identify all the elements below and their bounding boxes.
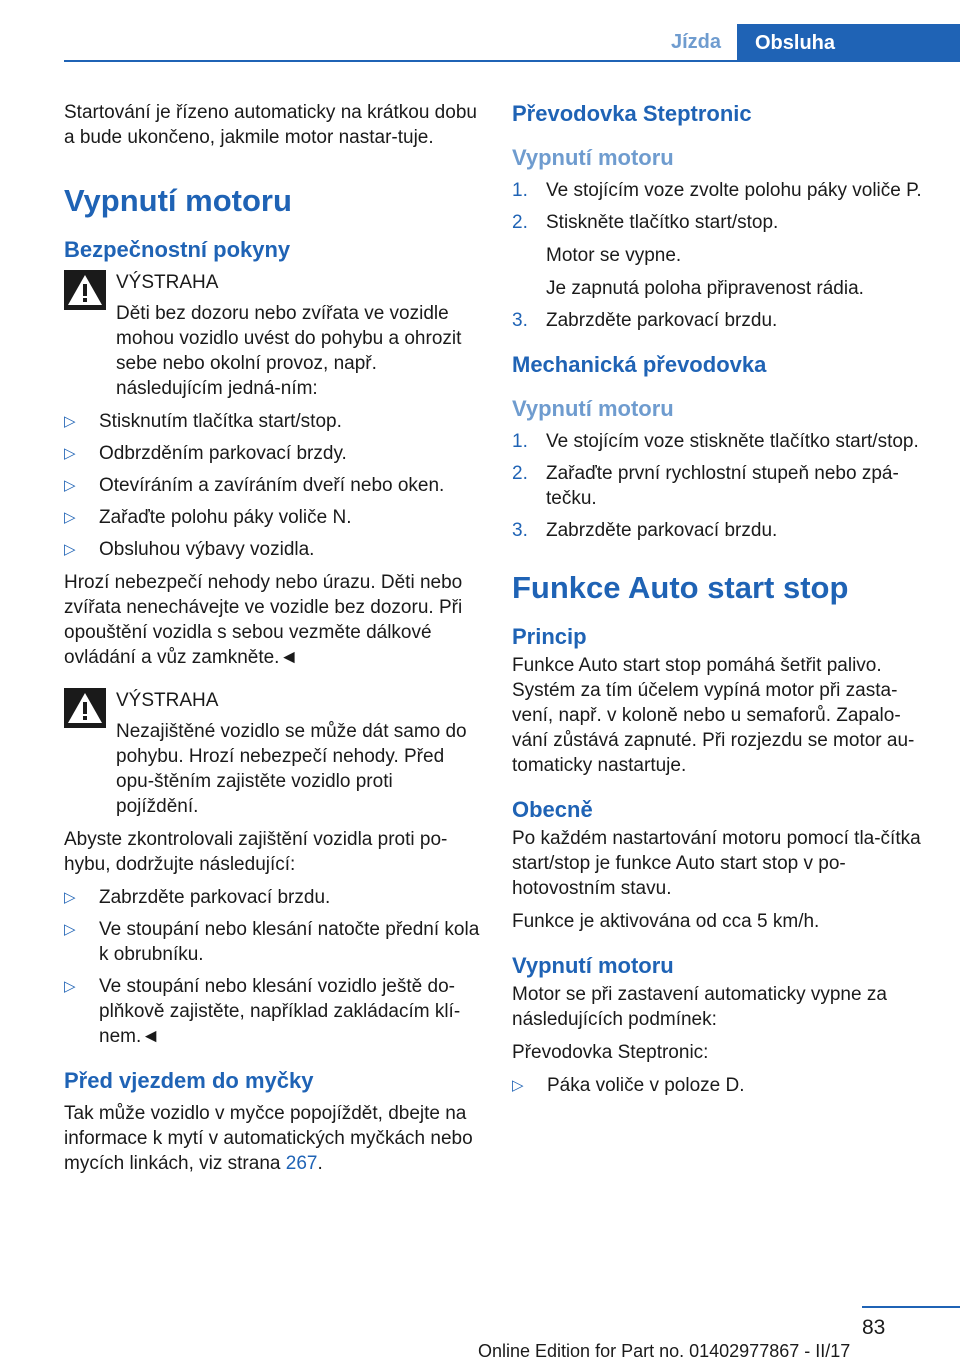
triangle-bullet-icon: ▷ <box>64 477 76 494</box>
heading-prevodovka-steptronic: Převodovka Steptronic <box>512 101 752 126</box>
header-rule <box>64 60 960 62</box>
tab-obsluha[interactable]: Obsluha <box>737 24 960 62</box>
list-item: 2. Zařaďte první rychlostní stupeň nebo zpá‐tečku. <box>512 463 899 509</box>
list-item: ▷ Ve stoupání nebo klesání natočte přední kola k obrubníku. <box>64 919 480 965</box>
footer-edition: Online Edition for Part no. 01402977867 - II/17 <box>478 1341 851 1361</box>
obecne-paragraph-2: Funkce je aktivována od cca 5 km/h. <box>512 911 820 932</box>
bullet-list-1 <box>64 409 480 562</box>
triangle-bullet-icon: ▷ <box>64 978 76 995</box>
off3-paragraph: Motor se při zastavení automaticky vypne za následujících podmínek: <box>512 984 887 1030</box>
footer-rule <box>862 1306 960 1308</box>
triangle-bullet-icon: ▷ <box>512 1077 524 1094</box>
princip-paragraph: Funkce Auto start stop pomáhá šetřit palivo. Systém za tím účelem vypíná motor při zasta‐vení, např. v koloně nebo u semaforů. Zapalo‐vání zůstává zapnuté. Při rozjezdu se motor au‐tomaticky nastartuje. <box>512 655 915 776</box>
obecne-paragraph: Po každém nastartování motoru pomocí tla‐čítka start/stop je funkce Auto start stop v po‐hotovostním stavu. <box>512 828 921 899</box>
list-item: ▷ Stisknutím tlačítka start/stop. <box>64 411 342 432</box>
list-item: 3. Zabrzděte parkovací brzdu. <box>512 310 778 331</box>
list-item: ▷ Odbrzděním parkovací brzdy. <box>64 443 347 464</box>
triangle-bullet-icon: ▷ <box>64 541 76 558</box>
heading-obecne: Obecně <box>512 797 593 822</box>
list-item: ▷ Otevíráním a zavíráním dveří nebo oken. <box>64 475 445 496</box>
wash-paragraph: Tak může vozidlo v myčce popojíždět, dbejte na informace k mytí v automatických myčkách nebo mycích linkách, viz strana 267. <box>64 1103 473 1174</box>
triangle-bullet-icon: ▷ <box>64 921 76 938</box>
warning-triangle-icon <box>64 270 106 310</box>
list-item: ▷ Zabrzděte parkovací brzdu. <box>64 887 331 908</box>
heading-pred-vjezdem: Před vjezdem do myčky <box>64 1068 314 1093</box>
subheading-vypnuti-motoru-2: Vypnutí motoru <box>512 396 674 421</box>
heading-bezpecnostni-pokyny: Bezpečnostní pokyny <box>64 237 291 262</box>
triangle-bullet-icon: ▷ <box>64 445 76 462</box>
triangle-bullet-icon: ▷ <box>64 889 76 906</box>
step-sub: Je zapnutá poloha připravenost rádia. <box>546 278 864 299</box>
bullet-list-2 <box>64 885 480 1049</box>
heading-mechanicka-prevodovka: Mechanická převodovka <box>512 352 767 377</box>
subheading-vypnuti-motoru-1: Vypnutí motoru <box>512 145 674 170</box>
heading-vypnuti-motoru-3: Vypnutí motoru <box>512 953 674 978</box>
heading-vypnuti-motoru: Vypnutí motoru <box>64 183 292 218</box>
heading-princip: Princip <box>512 624 587 649</box>
warning-title-2: VÝSTRAHA <box>116 690 219 711</box>
list-item: ▷ Ve stoupání nebo klesání vozidlo ještě do‐plňkově zajistěte, například zakládacím klí‐nem.◄ <box>64 976 461 1047</box>
list-item: ▷ Páka voliče v poloze D. <box>512 1075 745 1096</box>
steps-list-2 <box>512 429 930 543</box>
list-item: 1. Ve stojícím voze stiskněte tlačítko start/stop. <box>512 431 919 452</box>
left-column <box>64 100 480 1184</box>
tab-jizda[interactable]: Jízda <box>670 31 721 53</box>
page-link-267[interactable]: 267 <box>285 1153 318 1174</box>
page-number: 83 <box>862 1316 886 1339</box>
step-sub: Motor se vypne. <box>546 245 682 266</box>
list-item: 2. Stiskněte tlačítko start/stop. Motor se vypne. Je zapnutá poloha připravenost rádia. <box>512 210 930 301</box>
warning-title-1: VÝSTRAHA <box>116 272 219 293</box>
warning-block-1 <box>64 270 480 295</box>
list-item: ▷ Obsluhou výbavy vozidla. <box>64 539 315 560</box>
triangle-bullet-icon: ▷ <box>64 509 76 526</box>
warning-after-2: Abyste zkontrolovali zajištění vozidla proti po‐hybu, dodržujte následující: <box>64 829 448 875</box>
triangle-bullet-icon: ▷ <box>64 413 76 430</box>
page-header <box>64 24 960 62</box>
heading-auto-start-stop: Funkce Auto start stop <box>512 570 849 605</box>
warning-text-2: Nezajištěné vozidlo se může dát samo do pohybu. Hrozí nebezpečí nehody. Před opu‐štěním zajistěte vozidlo proti pojíždění. <box>116 721 467 817</box>
intro-paragraph: Startování je řízeno automaticky na krátkou dobu a bude ukončeno, jakmile motor nastar‐tuje. <box>64 102 477 148</box>
right-column <box>512 100 930 1106</box>
warning-after-1: Hrozí nebezpečí nehody nebo úrazu. Děti nebo zvířata nenechávejte ve vozidle bez dozoru. Při opouštění vozidla s sebou vezměte dálkové ovládání a vůz zamkněte.◄ <box>64 572 463 668</box>
bullet-list-3 <box>512 1073 930 1098</box>
list-item: 1. Ve stojícím voze zvolte polohu páky voliče P. <box>512 180 922 201</box>
list-item: 3. Zabrzděte parkovací brzdu. <box>512 520 778 541</box>
warning-text-1: Děti bez dozoru nebo zvířata ve vozidle mohou vozidlo uvést do pohybu a ohrozit sebe nebo okolní provoz, např. následujícím jedná‐ním: <box>116 303 462 399</box>
list-item: ▷ Zařaďte polohu páky voliče N. <box>64 507 352 528</box>
steps-list-1 <box>512 178 930 333</box>
warning-triangle-icon <box>64 688 106 728</box>
off3-paragraph-2: Převodovka Steptronic: <box>512 1042 709 1063</box>
warning-block-2 <box>64 688 480 713</box>
